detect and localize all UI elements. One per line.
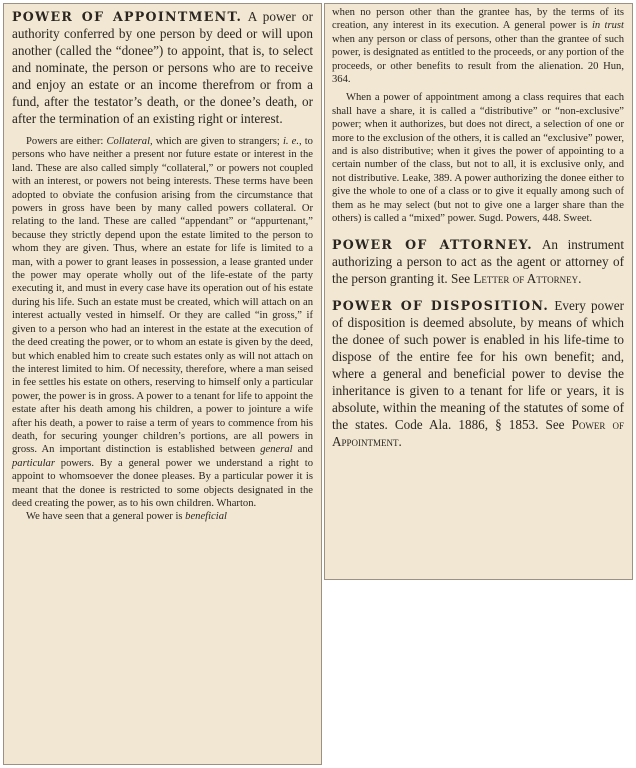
paragraph-general-power-continued [332,6,624,86]
text-segment: and [292,444,313,456]
cross-reference-power-of-appointment: Power of Appointment [332,416,624,449]
italic-beneficial: beneficial [185,511,227,523]
definition-power-of-disposition: Every power of disposition is deemed absolute, by means of which the donee of such power is enabled in his life-time to dispose of the entire fee for his own benefit; and, where a general and beneficial power to devise the inheritance is given to a tenant for life or years, it is absolute, within the meaning of the statutes of some of the states. Code Ala. 1886, § 1853. See [332,297,624,432]
paragraph-class-requires-share [332,91,624,225]
left-column [3,3,322,765]
entry-power-of-appointment [12,8,313,127]
italic-general: general [260,444,293,456]
text-segment: when no person other than the grantee has, by the terms of its creation, any interest in its execution. A general power is [332,7,624,32]
italic-in-trust: in trust [591,20,624,32]
entry-power-of-disposition [332,297,624,450]
text-segment: . [578,270,582,286]
definition-power-of-attorney: An instrument authorizing a person to act as the agent or attorney of the person granting it. See [332,236,624,286]
heading-power-of-disposition: POWER OF DISPOSITION. [332,297,550,313]
paragraph-powers-are-either [12,135,313,510]
text-segment: which are given to strangers; [152,136,283,147]
italic-particular: particular [12,457,55,469]
text-segment: when any person or class of persons, other than the grantee of such power, is designated as entitled to the proceeds, or any portion of the proceeds, or other benefits to result from the alienation. 20 Hun, 364. [332,33,624,86]
heading-power-of-appointment: POWER OF APPOINTMENT. [12,9,243,24]
text-segment: Powers are either: [26,136,107,147]
right-column [324,3,633,580]
definition-power-of-appointment: A power or authority conferred by one person by deed or will upon another (called the “donee”) to appoint, that is, to select and nominate, the person or persons who are to receive and enjoy an estate or an income therefrom or from a fund, after the testator’s death, or the donee’s death, or after the termination of an existing right or interest. [12,9,313,126]
text-segment: powers. By a general power we understand a right to appoint to whomsoever the donee pleases. By a particular power it is meant that the donee is restricted to some objects designated in the deed creating the power, as to his own children. Wharton. [12,457,313,509]
text-segment: When a power of appointment among a class requires that each shall have a share, it is called a “distributive” or “non-exclusive” power; when it authorizes, but does not direct, a selection of one or more to the exclusion of the others, it is called an “exclusive” power, and is also distributive; when it gives the power of appointing to a certain number of the class, but not to all, it is exclusive only, and not distributive. Leake, 389. A power authorizing the donee either to give the whole to one of a class or to give it equally among such of them as he may select (but not to give one a larger share than the others) is called a “mixed” power. Sugd. Powers, 448. Sweet. [332,92,624,225]
text-segment: to persons who have neither a present nor future estate or interest in the land. These are also called simply “collateral,” or powers not coupled with an interest, or powers not being interests. These terms have been adopted to obviate the confusion arising from the circumstance that powers in gross have been by many called powers collateral. Or relating to the land. These are called “appendant” or “appurtenant,” because they strictly depend upon the estate limited to the person to whom they are given. Thus, where an estate for life is limited to a man, with a power to grant leases in possession, a lease granted under the power may operate wholly out of the life-estate of the party executing it, and must in every case have its operation out of his estate during his life. Such an estate must be created, which will attach on an interest actually vested in himself. Or they are called “in gross,” if given to a person who had an interest in the estate at the execution of the deed creating the power, or to whom an estate is given by the deed, but which enabled him to create such estates only as will not attach on the interest limited to him. Of necessity, therefore, where a man seised in fee settles his estate on others, reserving to himself only a particular power, the power is in gross. A power to a tenant for life to appoint the estate after his death among his children, a power to jointure a wife after his death, a power to raise a term of years to commence from his death, for securing younger children’s portions, are all powers in gross. An important distinction is established between [12,136,313,456]
heading-power-of-attorney: POWER OF ATTORNEY. [332,236,533,252]
paragraph-general-power-beneficial [12,510,313,523]
cross-reference-letter-of-attorney: Letter of Attorney [473,270,579,286]
italic-collateral: Collateral, [106,136,153,147]
italic-ie: i. e., [282,136,302,147]
text-segment: We have seen that a general power is [26,511,186,523]
entry-power-of-attorney [332,236,624,287]
text-segment: . [398,433,402,449]
